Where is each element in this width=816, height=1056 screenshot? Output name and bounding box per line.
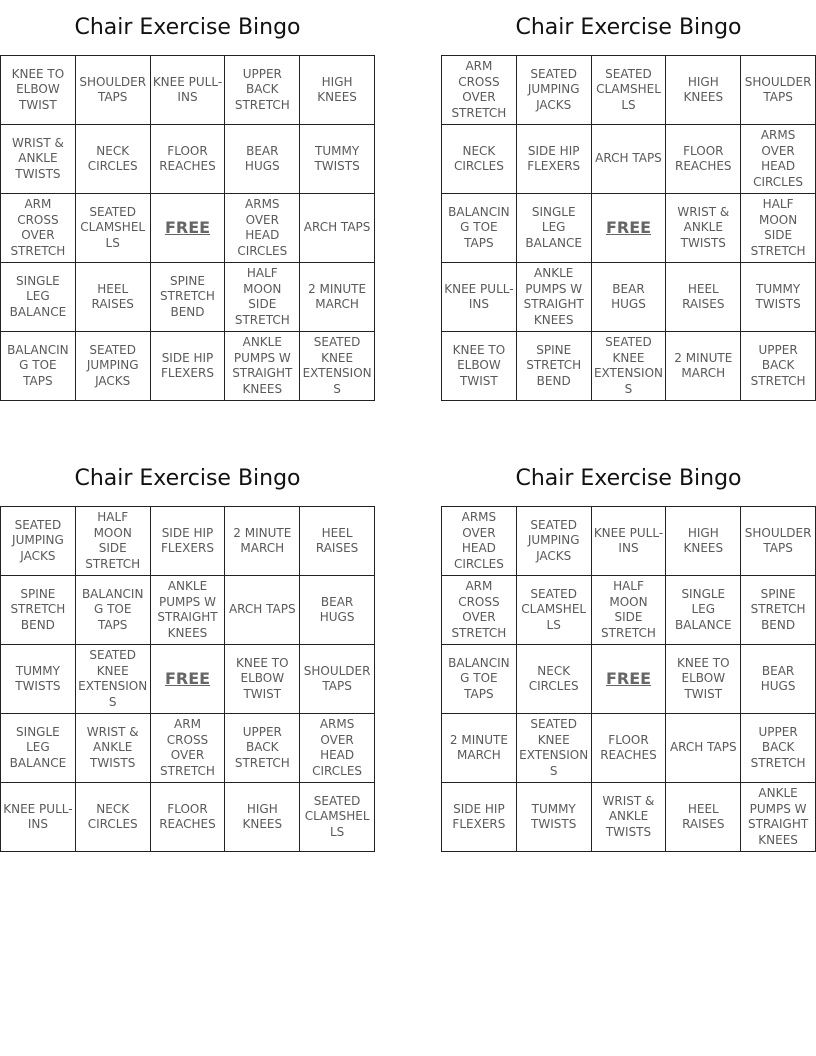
bingo-cell: NECK CIRCLES (75, 783, 150, 852)
bingo-cell: ARCH TAPS (591, 125, 666, 194)
bingo-cell: 2 MINUTE MARCH (666, 332, 741, 401)
bingo-grid (0, 506, 375, 852)
bingo-cell: SPINE STRETCH BEND (516, 332, 591, 401)
bingo-cell: 2 MINUTE MARCH (225, 507, 300, 576)
bingo-cell: ARCH TAPS (666, 714, 741, 783)
bingo-cell: TUMMY TWISTS (1, 645, 76, 714)
bingo-cell: KNEE PULL-INS (591, 507, 666, 576)
bingo-cell: TUMMY TWISTS (300, 125, 375, 194)
bingo-cell: HALF MOON SIDE STRETCH (591, 576, 666, 645)
bingo-cell: KNEE PULL-INS (442, 263, 517, 332)
bingo-cell: SEATED JUMPING JACKS (516, 507, 591, 576)
bingo-cell: ANKLE PUMPS W STRAIGHT KNEES (225, 332, 300, 401)
bingo-cell: SINGLE LEG BALANCE (516, 194, 591, 263)
bingo-cell: SEATED KNEE EXTENSIONS (300, 332, 375, 401)
bingo-cell: FLOOR REACHES (666, 125, 741, 194)
bingo-cell: SHOULDER TAPS (300, 645, 375, 714)
bingo-cell: BEAR HUGS (225, 125, 300, 194)
bingo-cell: BEAR HUGS (300, 576, 375, 645)
bingo-cell: SEATED CLAMSHELLS (591, 56, 666, 125)
bingo-cell: HIGH KNEES (300, 56, 375, 125)
bingo-cell: SIDE HIP FLEXERS (150, 507, 225, 576)
grid-row (1, 576, 375, 645)
free-space-cell: FREE (591, 194, 666, 263)
bingo-cell: BALANCING TOE TAPS (1, 332, 76, 401)
grid-row (442, 125, 816, 194)
bingo-cell: SEATED JUMPING JACKS (75, 332, 150, 401)
bingo-cell: KNEE PULL-INS (150, 56, 225, 125)
bingo-cell: WRIST & ANKLE TWISTS (1, 125, 76, 194)
bingo-cell: SHOULDER TAPS (741, 507, 816, 576)
bingo-cell: KNEE TO ELBOW TWIST (1, 56, 76, 125)
grid-row (1, 332, 375, 401)
bingo-cell: NECK CIRCLES (516, 645, 591, 714)
bingo-cell: SEATED KNEE EXTENSIONS (591, 332, 666, 401)
bingo-cell: SINGLE LEG BALANCE (666, 576, 741, 645)
bingo-cell: ARM CROSS OVER STRETCH (442, 576, 517, 645)
grid-row (442, 714, 816, 783)
grid-row (442, 56, 816, 125)
bingo-cell: FLOOR REACHES (150, 783, 225, 852)
card-title: Chair Exercise Bingo (74, 466, 301, 491)
bingo-cell: ARM CROSS OVER STRETCH (442, 56, 517, 125)
bingo-cell: ARM CROSS OVER STRETCH (1, 194, 76, 263)
grid-row (1, 714, 375, 783)
grid-row (442, 507, 816, 576)
bingo-cell: ARMS OVER HEAD CIRCLES (300, 714, 375, 783)
bingo-cell: FLOOR REACHES (591, 714, 666, 783)
bingo-cell: SINGLE LEG BALANCE (1, 263, 76, 332)
grid-row (442, 332, 816, 401)
grid-row (442, 576, 816, 645)
bingo-cell: BALANCING TOE TAPS (442, 645, 517, 714)
bingo-cell: WRIST & ANKLE TWISTS (666, 194, 741, 263)
bingo-cell: BALANCING TOE TAPS (75, 576, 150, 645)
bingo-cell: SEATED KNEE EXTENSIONS (516, 714, 591, 783)
bingo-cell: UPPER BACK STRETCH (741, 714, 816, 783)
grid-row (442, 263, 816, 332)
grid-row (1, 645, 375, 714)
bingo-cell: HEEL RAISES (75, 263, 150, 332)
bingo-cell: SPINE STRETCH BEND (1, 576, 76, 645)
bingo-cell: TUMMY TWISTS (741, 263, 816, 332)
bingo-grid (441, 506, 816, 852)
bingo-cell: SHOULDER TAPS (75, 56, 150, 125)
bingo-cell: 2 MINUTE MARCH (300, 263, 375, 332)
bingo-cell: SEATED CLAMSHELLS (300, 783, 375, 852)
grid-row (1, 56, 375, 125)
bingo-cell: KNEE TO ELBOW TWIST (442, 332, 517, 401)
bingo-cell: ARMS OVER HEAD CIRCLES (225, 194, 300, 263)
bingo-cell: HALF MOON SIDE STRETCH (741, 194, 816, 263)
bingo-cell: ARCH TAPS (300, 194, 375, 263)
bingo-cell: SPINE STRETCH BEND (150, 263, 225, 332)
bingo-cell: SEATED KNEE EXTENSIONS (75, 645, 150, 714)
bingo-card-1 (0, 0, 375, 401)
bingo-cell: UPPER BACK STRETCH (225, 714, 300, 783)
free-space-cell: FREE (150, 194, 225, 263)
bingo-cell: 2 MINUTE MARCH (442, 714, 517, 783)
grid-row (1, 263, 375, 332)
bingo-cell: SEATED CLAMSHELLS (75, 194, 150, 263)
bingo-cell: HIGH KNEES (666, 56, 741, 125)
bingo-cell: HIGH KNEES (225, 783, 300, 852)
bingo-cell: KNEE TO ELBOW TWIST (225, 645, 300, 714)
grid-row (1, 194, 375, 263)
bingo-cell: NECK CIRCLES (75, 125, 150, 194)
bingo-cell: ARM CROSS OVER STRETCH (150, 714, 225, 783)
grid-row (1, 783, 375, 852)
grid-row (442, 194, 816, 263)
bingo-cell: HIGH KNEES (666, 507, 741, 576)
free-space-cell: FREE (150, 645, 225, 714)
bingo-cell: SIDE HIP FLEXERS (442, 783, 517, 852)
bingo-cell: HEEL RAISES (666, 783, 741, 852)
free-space-cell: FREE (591, 645, 666, 714)
bingo-cell: WRIST & ANKLE TWISTS (591, 783, 666, 852)
bingo-cell: UPPER BACK STRETCH (741, 332, 816, 401)
bingo-cell: SHOULDER TAPS (741, 56, 816, 125)
bingo-cell: TUMMY TWISTS (516, 783, 591, 852)
bingo-card-4 (441, 451, 816, 852)
bingo-cell: WRIST & ANKLE TWISTS (75, 714, 150, 783)
bingo-cell: ANKLE PUMPS W STRAIGHT KNEES (741, 783, 816, 852)
bingo-card-2 (441, 0, 816, 401)
bingo-cell: SINGLE LEG BALANCE (1, 714, 76, 783)
bingo-cell: NECK CIRCLES (442, 125, 517, 194)
bingo-cell: FLOOR REACHES (150, 125, 225, 194)
grid-row (442, 783, 816, 852)
bingo-grid (441, 55, 816, 401)
grid-row (442, 645, 816, 714)
bingo-cell: ARMS OVER HEAD CIRCLES (741, 125, 816, 194)
bingo-cell: HEEL RAISES (300, 507, 375, 576)
bingo-cell: HEEL RAISES (666, 263, 741, 332)
bingo-cell: BEAR HUGS (741, 645, 816, 714)
bingo-cell: ANKLE PUMPS W STRAIGHT KNEES (516, 263, 591, 332)
bingo-cell: SEATED CLAMSHELLS (516, 576, 591, 645)
bingo-card-3 (0, 451, 375, 852)
bingo-cell: SIDE HIP FLEXERS (516, 125, 591, 194)
bingo-cell: KNEE PULL-INS (1, 783, 76, 852)
grid-row (1, 507, 375, 576)
bingo-cell: UPPER BACK STRETCH (225, 56, 300, 125)
bingo-cell: HALF MOON SIDE STRETCH (75, 507, 150, 576)
grid-row (1, 125, 375, 194)
bingo-grid (0, 55, 375, 401)
bingo-cell: ANKLE PUMPS W STRAIGHT KNEES (150, 576, 225, 645)
bingo-cell: SEATED JUMPING JACKS (1, 507, 76, 576)
bingo-cell: HALF MOON SIDE STRETCH (225, 263, 300, 332)
bingo-cell: BEAR HUGS (591, 263, 666, 332)
bingo-cell: SIDE HIP FLEXERS (150, 332, 225, 401)
bingo-cell: SPINE STRETCH BEND (741, 576, 816, 645)
card-title: Chair Exercise Bingo (515, 15, 742, 40)
bingo-cell: BALANCING TOE TAPS (442, 194, 517, 263)
bingo-cell: ARCH TAPS (225, 576, 300, 645)
bingo-cell: ARMS OVER HEAD CIRCLES (442, 507, 517, 576)
card-title: Chair Exercise Bingo (515, 466, 742, 491)
bingo-cell: KNEE TO ELBOW TWIST (666, 645, 741, 714)
card-title: Chair Exercise Bingo (74, 15, 301, 40)
bingo-cell: SEATED JUMPING JACKS (516, 56, 591, 125)
